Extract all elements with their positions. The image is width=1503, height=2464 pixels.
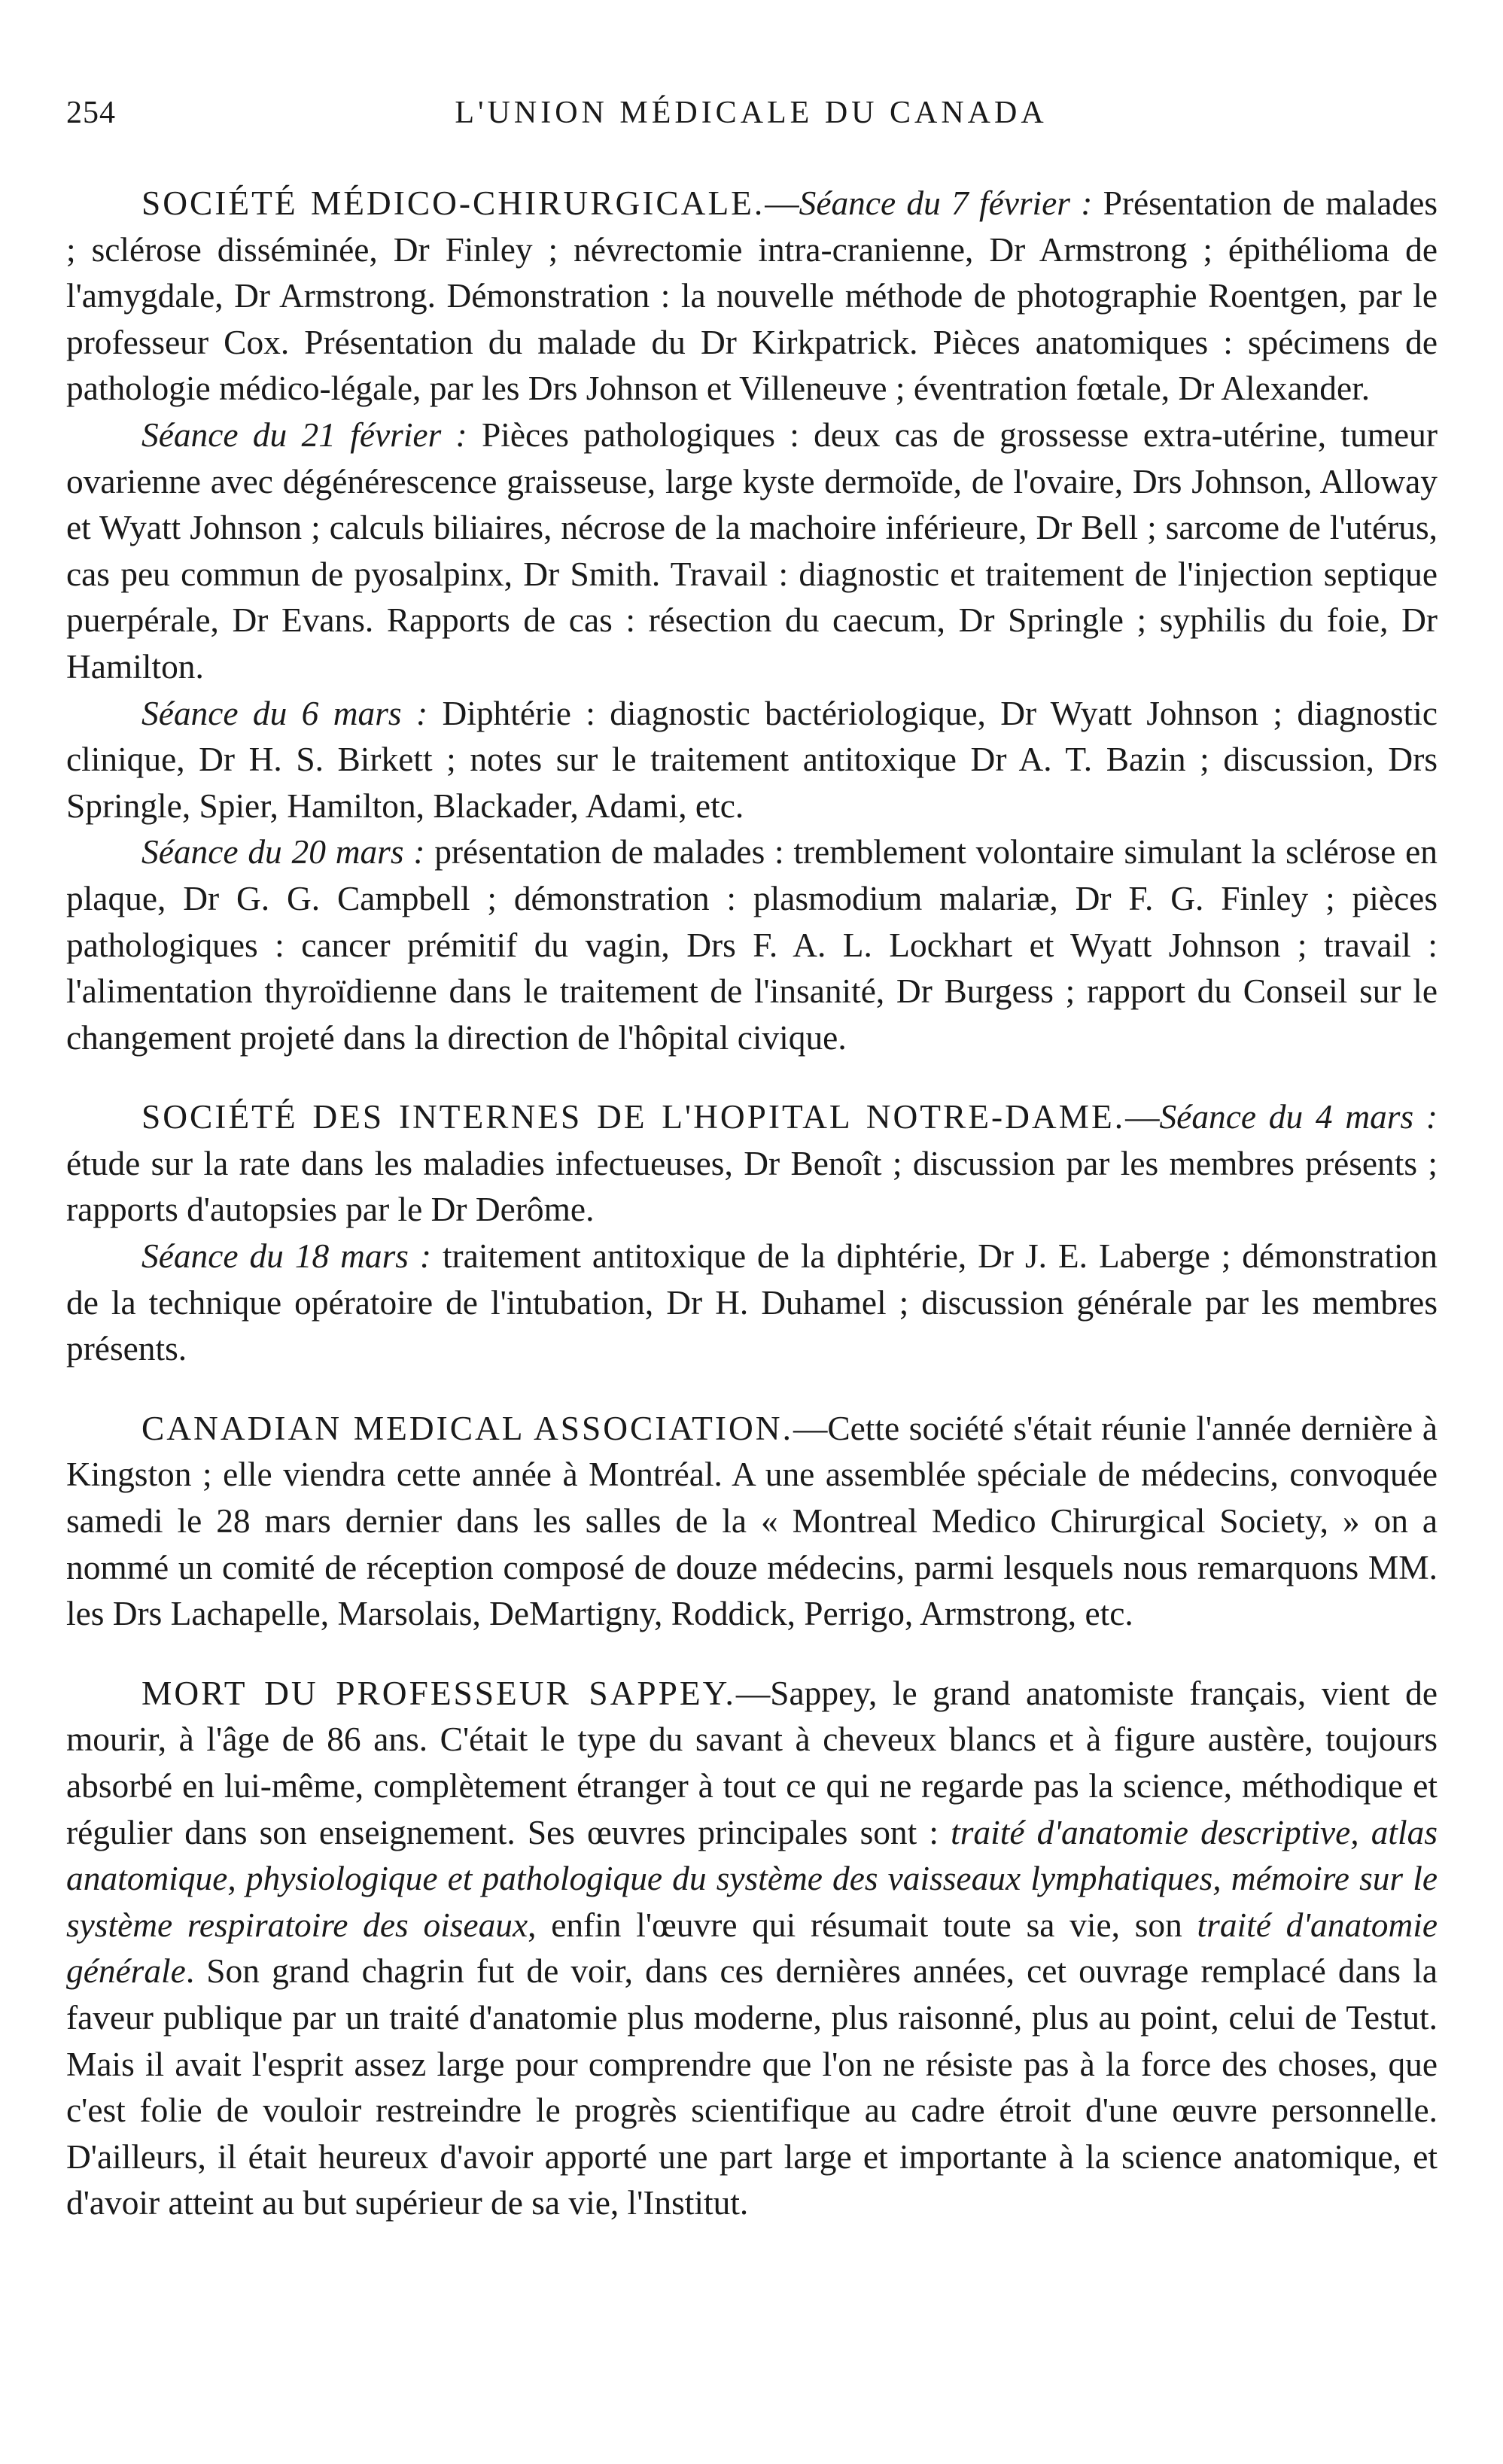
paragraph-text: —Sappey, le grand anatomiste français, vient de mourir, à l'âge de 86 ans. C'était le type du savant à cheveux blancs et à figure austère, toujours absorbé en lui-même, complètement étranger à tout ce qui ne regarde pas la science, méthodique et régulier dans son enseignement. Ses œuvres principales sont : xyxy=(66,1674,1438,1851)
session-date: Séance du 4 mars : xyxy=(1159,1098,1438,1136)
paragraph-text: —Cette société s'était réunie l'année dernière à Kingston ; elle viendra cette année à Montréal. A une assemblée spéciale de médecins, convoquée samedi le 28 mars dernier dans les salles de la « Montreal Medico Chirurgical Society, » on a nommé un comité de réception composé de douze médecins, parmi lesquels nous remarquons MM. les Drs Lachapelle, Marsolais, DeMartigny, Roddick, Perrigo, Armstrong, etc. xyxy=(66,1409,1438,1633)
section-title: SOCIÉTÉ DES INTERNES DE L'HOPITAL NOTRE-DAME. xyxy=(141,1098,1126,1136)
work-title-italic: traité d'anatomie générale xyxy=(66,1906,1438,1991)
session-paragraph-mar20 xyxy=(66,829,1438,1061)
running-title: L'UNION MÉDICALE DU CANADA xyxy=(455,96,1048,130)
section-internes-notre-dame: SOCIÉTÉ DES INTERNES DE L'HOPITAL NOTRE-DAME.—Séance du 4 mars : étude sur la rate dans les maladies infectueuses, Dr Benoît ; discussion par les membres présents ; rapports d'autopsies par le Dr Derôme. xyxy=(66,1098,1438,1229)
page-header xyxy=(66,92,1436,134)
session-paragraph-feb21 xyxy=(66,412,1438,691)
works-list-italic: traité d'anatomie descriptive, atlas anatomique, physiologique et pathologique du système des vaisseaux lymphatiques, mémoire sur le système respiratoire des oiseaux xyxy=(66,1813,1438,1944)
session-paragraph-mar6 xyxy=(66,691,1438,830)
section-title: SOCIÉTÉ MÉDICO-CHIRURGICALE. xyxy=(141,184,765,222)
section-title: MORT DU PROFESSEUR SAPPEY. xyxy=(141,1674,736,1712)
section-mort-sappey xyxy=(66,1671,1438,2227)
article-body xyxy=(66,181,1438,2227)
paragraph-text: étude sur la rate dans les maladies infectueuses, Dr Benoît ; discussion par les membres présents ; rapports d'autopsies par le Dr Derôme. xyxy=(66,1144,1438,1229)
session-date: Séance du 20 mars : xyxy=(141,833,425,872)
session-date: Séance du 6 mars : xyxy=(141,694,428,732)
paragraph-text: présentation de malades : tremblement volontaire simulant la sclérose en plaque, Dr G. G. Campbell ; démonstration : plasmodium malariæ, Dr F. G. Finley ; pièces pathologiques : cancer prémitif du vagin, Drs F. A. L. Lockhart et Wyatt Johnson ; travail : l'alimentation thyroïdienne dans le traitement de l'insanité, Dr Burgess ; rapport du Conseil sur le changement projeté dans la direction de l'hôpital civique. xyxy=(66,833,1438,1057)
paragraph-text: , enfin l'œuvre qui résumait toute sa vie, son xyxy=(528,1906,1197,1944)
paragraph-text: traitement antitoxique de la diphtérie, Dr J. E. Laberge ; démonstration de la technique opératoire de l'intubation, Dr H. Duhamel ; discussion générale par les membres présents. xyxy=(66,1237,1438,1368)
section-canadian-medical-association xyxy=(66,1406,1438,1638)
session-date: Séance du 21 février : xyxy=(141,415,467,454)
paragraph-text: Présentation de malades ; sclérose disséminée, Dr Finley ; névrectomie intra-cranienne, Dr Armstrong ; épithélioma de l'amygdale, Dr Armstrong. Démonstration : la nouvelle méthode de photographie Roentgen, par le professeur Cox. Présentation du malade du Dr Kirkpatrick. Pièces anatomiques : spécimens de pathologie médico-légale, par les Drs Johnson et Villeneuve ; éventration fœtale, Dr Alexander. xyxy=(66,184,1438,408)
paragraph-text: Diphtérie : diagnostic bactériologique, Dr Wyatt Johnson ; diagnostic clinique, Dr H. S. Birkett ; notes sur le traitement antitoxique Dr A. T. Bazin ; discussion, Drs Springle, Spier, Hamilton, Blackader, Adami, etc. xyxy=(66,694,1438,825)
paragraph-text: Pièces pathologiques : deux cas de grossesse extra-utérine, tumeur ovarienne avec dégénérescence graisseuse, large kyste dermoïde, de l'ovaire, Drs Johnson, Alloway et Wyatt Johnson ; calculs biliaires, nécrose de la machoire inférieure, Dr Bell ; sarcome de l'utérus, cas peu commun de pyosalpinx, Dr Smith. Travail : diagnostic et traitement de l'injection septique puerpérale, Dr Evans. Rapports de cas : résection du caecum, Dr Springle ; syphilis du foie, Dr Hamilton. xyxy=(66,415,1438,686)
section-title: CANADIAN MEDICAL ASSOCIATION. xyxy=(141,1409,793,1447)
session-date: Séance du 18 mars : xyxy=(141,1237,431,1276)
session-paragraph-mar18 xyxy=(66,1234,1438,1373)
page-number: 254 xyxy=(66,96,116,130)
paragraph-text: . Son grand chagrin fut de voir, dans ces dernières années, cet ouvrage remplacé dans la faveur publique par un traité d'anatomie plus moderne, plus raisonné, plus au point, celui de Testut. Mais il avait l'esprit assez large pour comprendre que l'on ne résiste pas à la force des choses, que c'est folie de vouloir restreindre le progrès scientifique au cadre étroit d'une œuvre personnelle. D'ailleurs, il était heureux d'avoir apporté une part large et importante à la science anatomique, et d'avoir atteint au but supérieur de sa vie, l'Institut. xyxy=(66,1952,1438,2222)
section-medico-chirurgicale-feb7: SOCIÉTÉ MÉDICO-CHIRURGICALE.—Séance du 7 février : Présentation de malades ; sclérose disséminée, Dr Finley ; névrectomie intra-cranienne, Dr Armstrong ; épithélioma de l'amygdale, Dr Armstrong. Démonstration : la nouvelle méthode de photographie Roentgen, par le professeur Cox. Présentation du malade du Dr Kirkpatrick. Pièces anatomiques : spécimens de pathologie médico-légale, par les Drs Johnson et Villeneuve ; éventration fœtale, Dr Alexander. xyxy=(66,184,1438,408)
session-date: Séance du 7 février : xyxy=(799,184,1093,222)
